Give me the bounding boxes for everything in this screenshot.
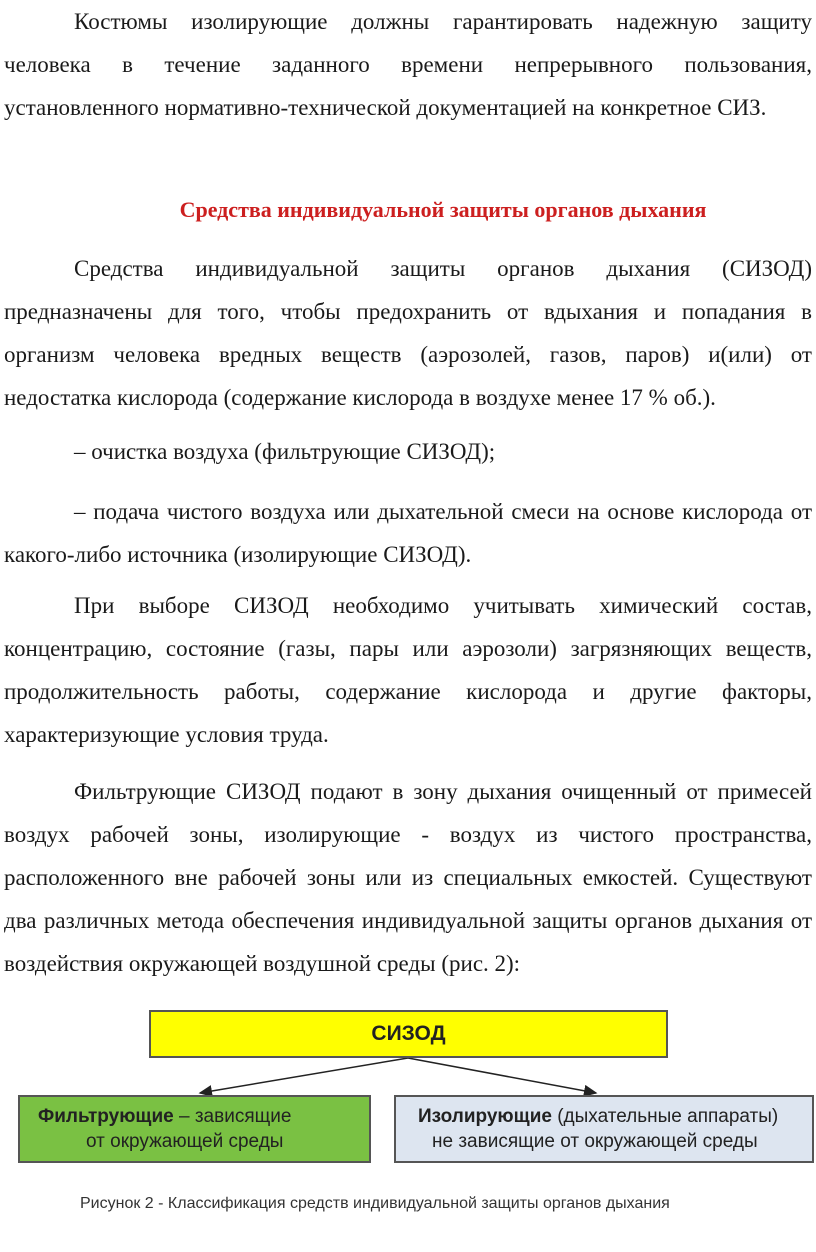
paragraph-sizod-definition: Средства индивидуальной защиты органов дыхания (СИЗОД) предназначены для того, чтобы предохранить от вдыхания и попадания в организм человека вредных веществ (аэрозолей, газов, паров) и(или) от недостатка кислорода (содержание кислорода в воздухе менее 17 % об.).: [4, 256, 812, 410]
isolating-title: Изолирующие: [418, 1106, 552, 1127]
isolating-line2: не зависящие от окружающей среды: [432, 1131, 758, 1152]
paragraph-isolating-suits: Костюмы изолирующие должны гарантировать надежную защиту человека в течение заданного времени непрерывного пользования, установленного нормативно-технической документацией на конкретное СИЗ.: [4, 9, 812, 120]
arrow-to-filtering: [200, 1058, 408, 1093]
figure-caption: Рисунок 2 - Классификация средств индивидуальной защиты органов дыхания: [80, 1195, 670, 1212]
arrow-to-isolating: [408, 1058, 596, 1093]
diagram-filtering-box: [18, 1095, 371, 1163]
paragraph-bullet-filtering: – очистка воздуха (фильтрующие СИЗОД);: [74, 439, 496, 464]
diagram-isolating-box: [394, 1095, 814, 1163]
isolating-line1: [418, 1104, 812, 1129]
paragraph-selection-factors: При выборе СИЗОД необходимо учитывать химический состав, концентрацию, состояние (газы, пары или аэрозоли) загрязняющих веществ, продолжительность работы, содержание кислорода и другие факторы, характеризующие условия труда.: [4, 593, 812, 747]
section-heading: Средства индивидуальной защиты органов дыхания: [179, 197, 707, 222]
paragraph-bullet-isolating: – подача чистого воздуха или дыхательной смеси на основе кислорода от какого-либо источника (изолирующие СИЗОД).: [4, 499, 812, 567]
filtering-line1: [38, 1104, 369, 1129]
isolating-rest: (дыхательные аппараты): [551, 1106, 779, 1127]
paragraph-methods: Фильтрующие СИЗОД подают в зону дыхания очищенный от примесей воздух рабочей зоны, изолирующие - воздух из чистого пространства, расположенного вне рабочей зоны или из специальных емкостей. Существуют два различных метода обеспечения индивидуальной защиты органов дыхания от воздействия окружающей воздушной среды (рис. 2):: [4, 779, 812, 976]
diagram-root-box: [149, 1010, 668, 1058]
filtering-rest: – зависящие: [173, 1106, 292, 1127]
classification-diagram: [0, 1000, 816, 1180]
diagram-root-label: СИЗОД: [371, 1022, 446, 1045]
filtering-title: Фильтрующие: [38, 1106, 174, 1127]
filtering-line2: от окружающей среды: [86, 1131, 284, 1152]
